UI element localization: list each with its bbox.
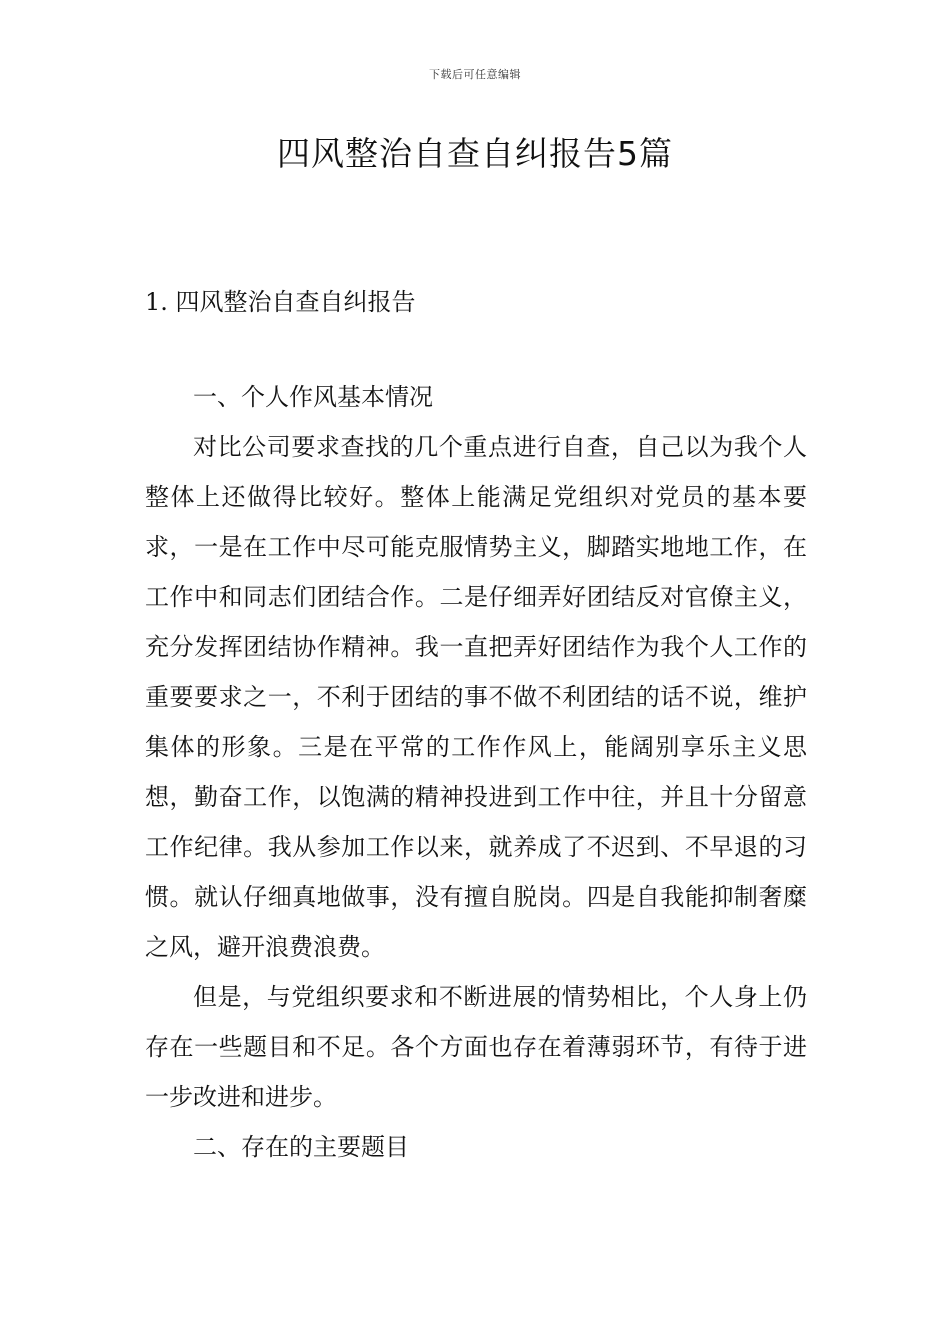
- paragraph-self-review: 对比公司要求查找的几个重点进行自查，自己以为我个人整体上还做得比较好。整体上能满足党组织对党员的基本要求，一是在工作中尽可能克服情势主义，脚踏实地地工作，在工作中和同志们团结合作。二是仔细弄好团结反对官僚主义，充分发挥团结协作精神。我一直把弄好团结作为我个人工作的重要要求之一，不利于团结的事不做不利团结的话不说，维护集体的形象。三是在平常的工作作风上，能阔别享乐主义思想，勤奋工作，以饱满的精神投进到工作中往，并且十分留意工作纪律。我从参加工作以来，就养成了不迟到、不早退的习惯。就认仔细真地做事，没有擅自脱岗。四是自我能抑制奢糜之风，避开浪费浪费。: [145, 433, 807, 961]
- paragraph-shortcomings: 但是，与党组织要求和不断进展的情势相比，个人身上仍存在一些题目和不足。各个方面也存在着薄弱环节，有待于进一步改进和进步。: [145, 983, 807, 1111]
- subheading-main-problems: 二、存在的主要题目: [193, 1133, 409, 1161]
- document-body: [145, 372, 807, 1172]
- subheading-personal-style: 一、个人作风基本情况: [193, 383, 433, 411]
- section-title: 1. 四风整治自查自纠报告: [145, 288, 416, 316]
- document-title: 四风整治自查自纠报告5篇: [277, 134, 673, 173]
- header-note: 下载后可任意编辑: [429, 68, 521, 81]
